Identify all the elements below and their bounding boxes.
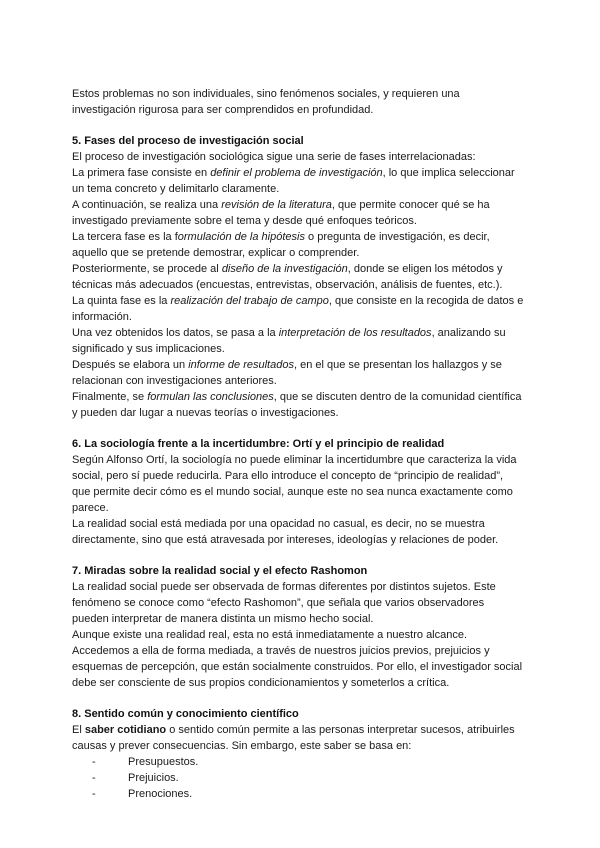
text-span: o sentido común permite a las personas interpretar sucesos, atribuirles xyxy=(166,724,515,736)
list-item xyxy=(72,770,538,786)
text-line: parece. xyxy=(72,502,109,514)
text-line: aquello que se pretende demostrar, explicar o comprender. xyxy=(72,247,360,259)
text-line: información. xyxy=(72,311,132,323)
text-line: debe ser consciente de sus propios condicionamientos y someterlos a crítica. xyxy=(72,677,450,689)
text-span: , lo que implica seleccionar xyxy=(382,167,515,179)
section-6 xyxy=(72,436,538,548)
text-span: , donde se eligen los métodos y xyxy=(347,263,503,275)
emphasis-span: interpretación de los resultados xyxy=(278,327,432,339)
text-span: Una vez obtenidos los datos, se pasa a la xyxy=(72,327,279,339)
document-page xyxy=(72,86,538,802)
text-span: , que permite conocer qué se ha xyxy=(331,199,490,211)
phase-line xyxy=(72,261,538,277)
list-item-text: Presupuestos. xyxy=(128,756,199,768)
text-span: , que se discuten dentro de la comunidad científica xyxy=(273,391,522,403)
text-span: La tercera fase es la f xyxy=(72,231,178,243)
list-dash: - xyxy=(92,756,96,768)
text-line: técnicas más adecuados (encuestas, entrevistas, observación, análisis de fuentes, etc.). xyxy=(72,279,503,291)
list-item-text: Prejuicios. xyxy=(128,772,179,784)
text-span: El xyxy=(72,724,85,736)
emphasis-span: definir el problema de investigación xyxy=(210,167,383,179)
text-line: investigación rigurosa para ser comprendidos en profundidad. xyxy=(72,104,374,116)
bold-span: saber cotidiano xyxy=(84,724,167,736)
intro-paragraph xyxy=(72,86,538,118)
list-item xyxy=(72,786,538,802)
text-line: directamente, sino que está atravesada por intereses, ideologías y relaciones de poder. xyxy=(72,534,499,546)
phase-line xyxy=(72,165,538,181)
phase-line xyxy=(72,197,538,213)
text-line: El proceso de investigación sociológica sigue una serie de fases interrelacionadas: xyxy=(72,151,476,163)
emphasis-span: diseño de la investigación xyxy=(221,263,348,275)
text-span: , que consiste en la recogida de datos e xyxy=(328,295,524,307)
emphasis-span: formulan las conclusiones xyxy=(147,391,274,403)
text-span: o pregunta de investigación, es decir, xyxy=(304,231,490,243)
phase-line xyxy=(72,389,538,405)
text-span: , analizando su xyxy=(431,327,506,339)
emphasis-span: realización del trabajo de campo xyxy=(170,295,329,307)
text-line: significado y sus implicaciones. xyxy=(72,343,225,355)
text-span: , en el que se presentan los hallazgos y se xyxy=(293,359,502,371)
list-item xyxy=(72,754,538,770)
phase-line xyxy=(72,229,538,245)
text-line: La realidad social puede ser observada de formas diferentes por distintos sujetos. Este xyxy=(72,581,496,593)
text-line: relacionan con investigaciones anteriores. xyxy=(72,375,277,387)
section-heading: 6. La sociología frente a la incertidumbre: Ortí y el principio de realidad xyxy=(72,438,445,450)
text-span: La primera fase consiste en xyxy=(72,167,211,179)
emphasis-span: ormulación de la hipótesis xyxy=(177,231,305,243)
text-span: A continuación, se realiza una xyxy=(72,199,222,211)
text-line: Aunque existe una realidad real, esta no está inmediatamente a nuestro alcance. xyxy=(72,629,468,641)
text-line: esquemas de percepción, que están socialmente construidos. Por ello, el investigador social xyxy=(72,661,523,673)
text-line: La realidad social está mediada por una opacidad no casual, es decir, no se muestra xyxy=(72,518,485,530)
text-line: Estos problemas no son individuales, sino fenómenos sociales, y requieren una xyxy=(72,88,460,100)
text-line: Según Alfonso Ortí, la sociología no puede eliminar la incertidumbre que caracteriza la vida xyxy=(72,454,517,466)
section-heading: 7. Miradas sobre la realidad social y el efecto Rashomon xyxy=(72,565,368,577)
phase-line xyxy=(72,293,538,309)
text-line: pueden interpretar de manera distinta un mismo hecho social. xyxy=(72,613,374,625)
section-5 xyxy=(72,133,538,421)
emphasis-span: revisión de la literatura xyxy=(221,199,332,211)
text-span: Después se elabora un xyxy=(72,359,189,371)
bullet-list xyxy=(72,754,538,802)
text-span: Finalmente, se xyxy=(72,391,148,403)
text-line: un tema concreto y delimitarlo claramente. xyxy=(72,183,280,195)
section-heading: 5. Fases del proceso de investigación social xyxy=(72,135,304,147)
section-7 xyxy=(72,563,538,691)
text-line: investigado previamente sobre el tema y desde qué enfoques teóricos. xyxy=(72,215,417,227)
section-heading: 8. Sentido común y conocimiento científico xyxy=(72,708,299,720)
text-line: fenómeno se conoce como “efecto Rashomon”, que señala que varios observadores xyxy=(72,597,485,609)
list-dash: - xyxy=(92,788,96,800)
emphasis-span: informe de resultados xyxy=(188,359,294,371)
text-line: social, pero sí puede reducirla. Para ello introduce el concepto de “principio de realidad”, xyxy=(72,470,504,482)
phase-line xyxy=(72,325,538,341)
list-dash: - xyxy=(92,772,96,784)
phase-line xyxy=(72,357,538,373)
list-item-text: Prenociones. xyxy=(128,788,193,800)
text-line: que permite decir cómo es el mundo social, aunque este no sea nunca exactamente como xyxy=(72,486,513,498)
text-span: La quinta fase es la xyxy=(72,295,171,307)
text-line xyxy=(72,722,538,738)
text-line: y pueden dar lugar a nuevas teorías o investigaciones. xyxy=(72,407,339,419)
text-line: causas y prever consecuencias. Sin embargo, este saber se basa en: xyxy=(72,740,412,752)
section-8 xyxy=(72,706,538,802)
text-line: Accedemos a ella de forma mediada, a través de nuestros juicios previos, prejuicios y xyxy=(72,645,490,657)
text-span: Posteriormente, se procede al xyxy=(72,263,222,275)
